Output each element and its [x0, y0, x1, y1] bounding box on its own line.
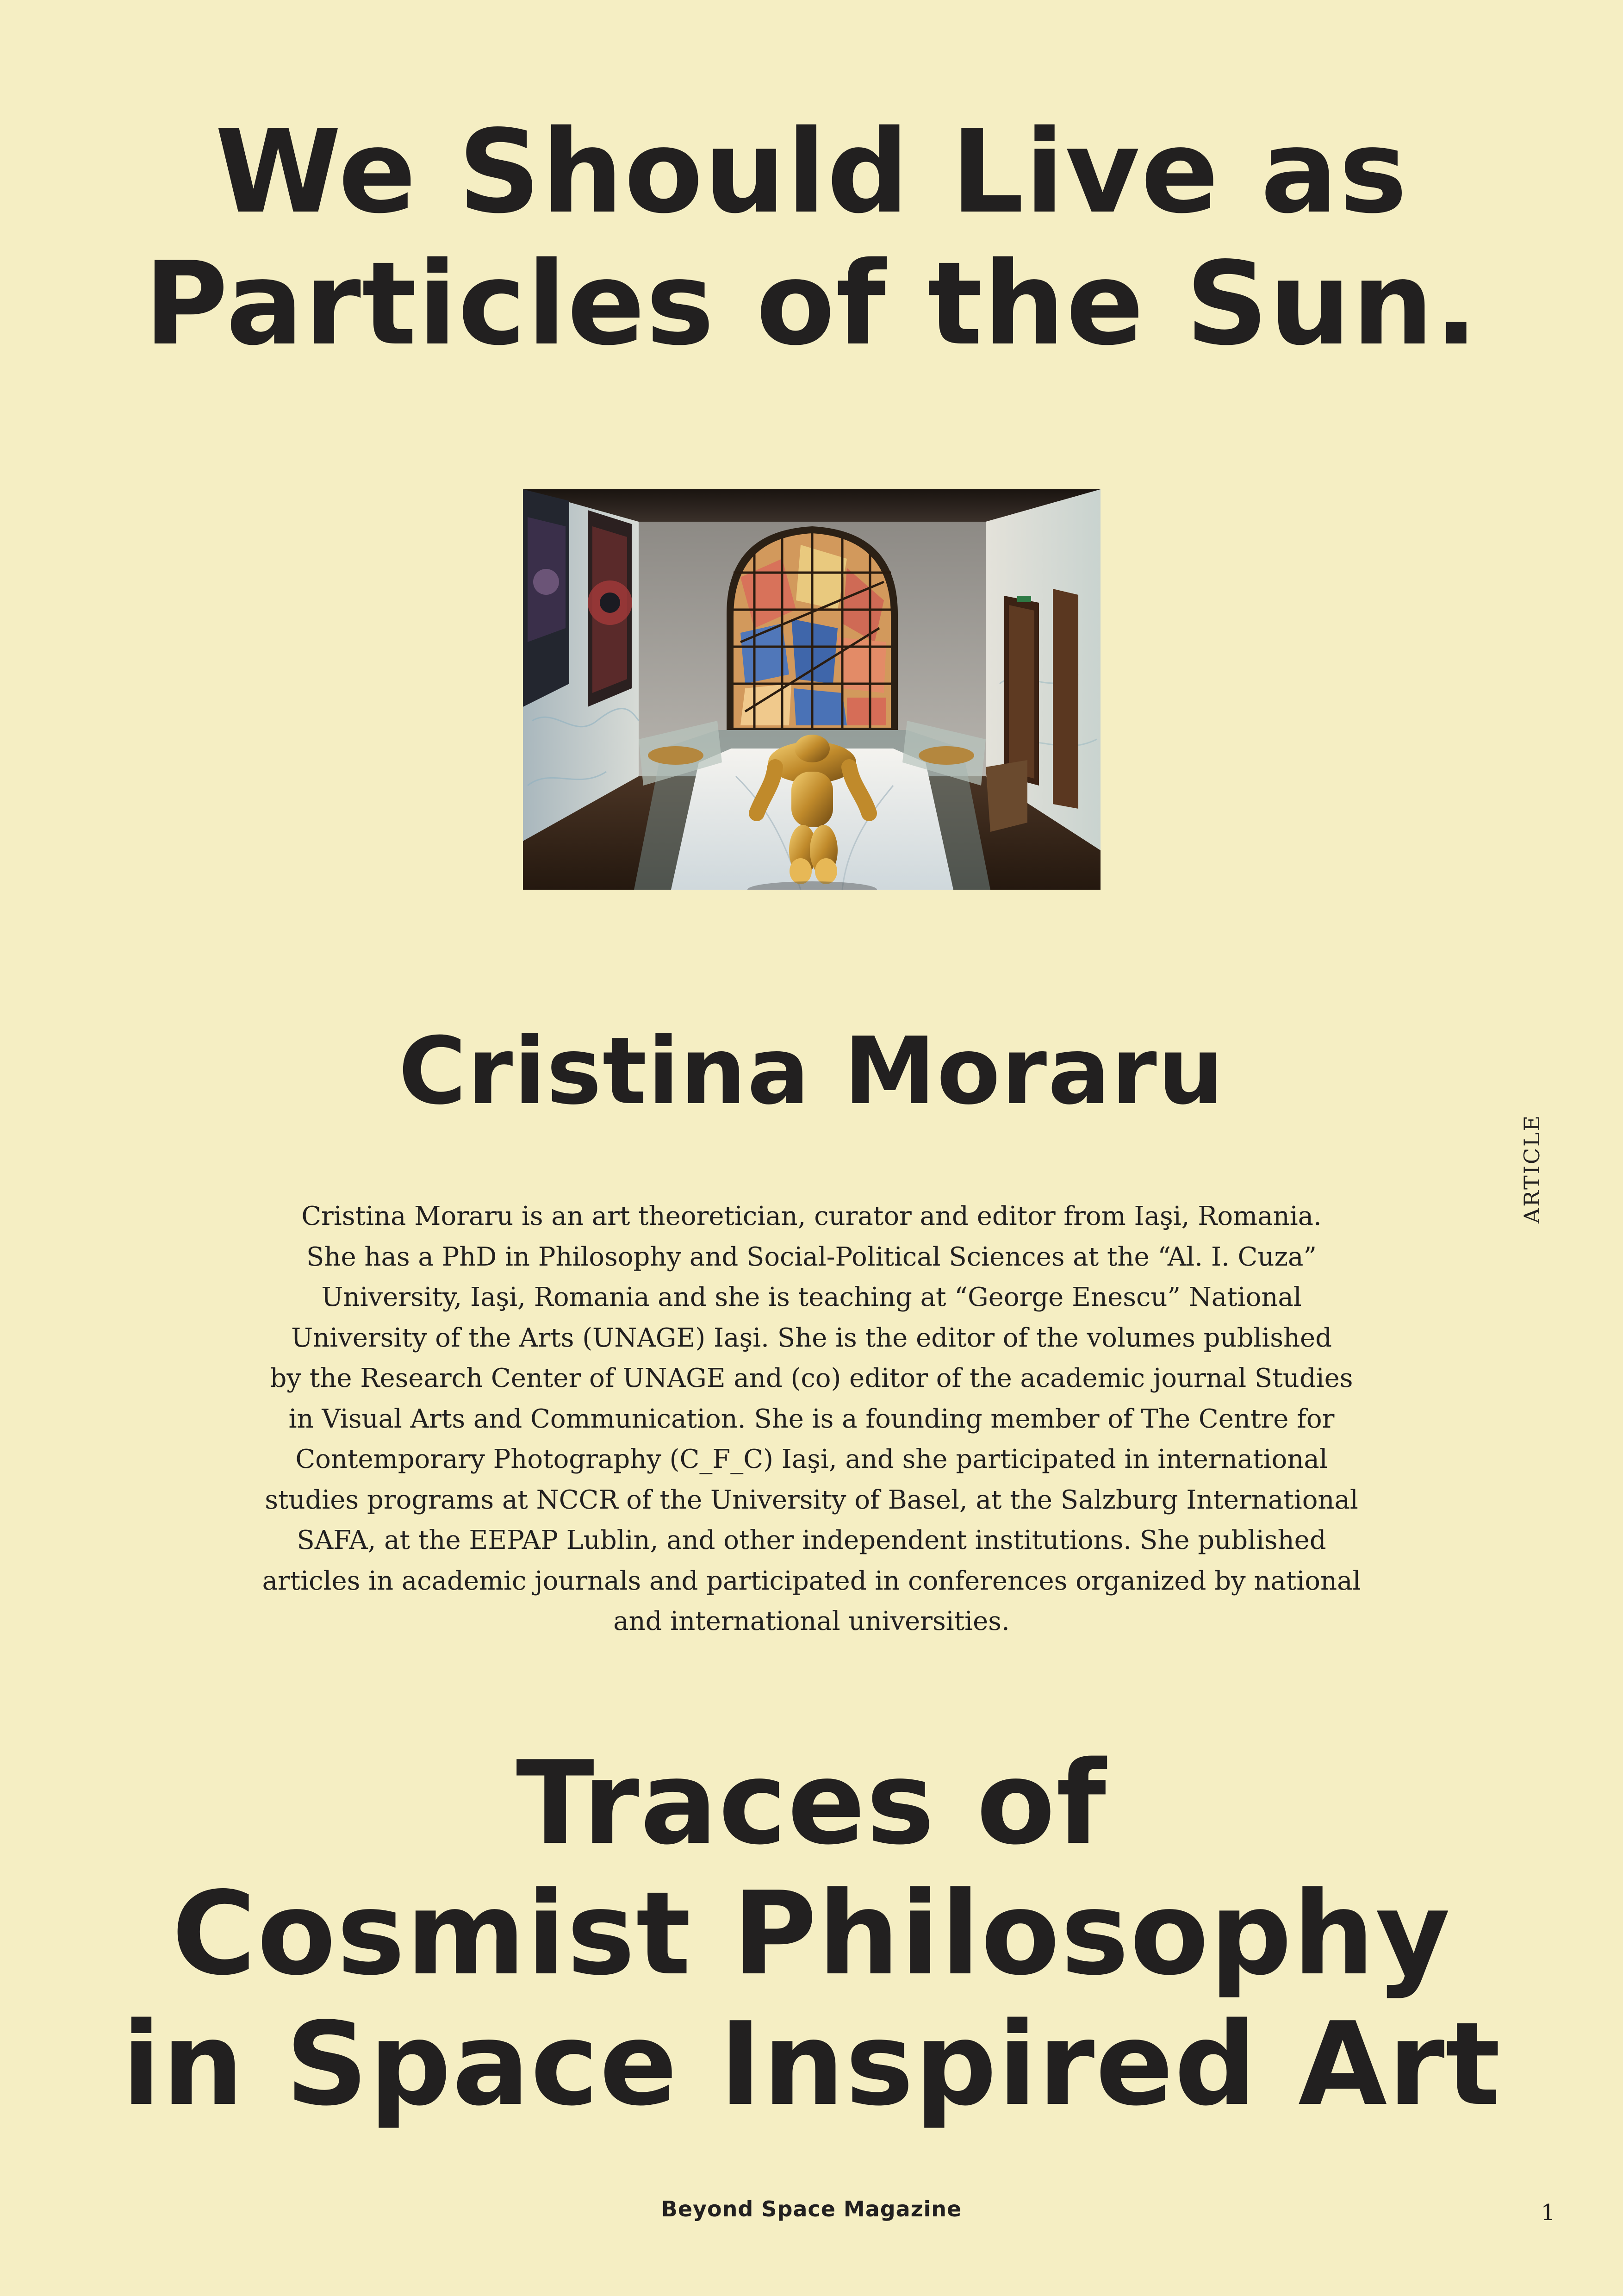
author-bio — [259, 1196, 1364, 1642]
bio-line: studies programs at NCCR of the University of Basel, at the Salzburg International — [265, 1485, 1358, 1515]
article-subtitle-line-2: Cosmist Philosophy — [172, 1867, 1451, 2001]
bio-line: in Visual Arts and Communication. She is a founding member of The Centre for — [288, 1404, 1335, 1434]
bio-line: Contemporary Photography (C_F_C) Iaşi, and she participated in international — [295, 1444, 1328, 1474]
section-label: ARTICLE — [1519, 1114, 1544, 1224]
magazine-name: Beyond Space Magazine — [661, 2196, 962, 2221]
bio-line: by the Research Center of UNAGE and (co) editor of the academic journal Studies — [270, 1363, 1353, 1393]
page-number: 1 — [1541, 2200, 1555, 2226]
article-title-line-1: We Should Live as — [215, 106, 1408, 239]
bio-line: She has a PhD in Philosophy and Social-Political Sciences at the “Al. I. Cuza” — [306, 1242, 1317, 1272]
bio-line: University, Iaşi, Romania and she is teaching at “George Enescu” National — [321, 1282, 1302, 1312]
bio-line: SAFA, at the EEPAP Lublin, and other independent institutions. She published — [297, 1525, 1326, 1555]
article-title-line-2: Particles of the Sun. — [144, 237, 1479, 371]
exhibition-photo — [523, 489, 1101, 890]
bio-line: University of the Arts (UNAGE) Iaşi. She is the editor of the volumes published — [291, 1323, 1332, 1353]
bio-line: articles in academic journals and participated in conferences organized by national — [262, 1566, 1361, 1596]
author-name: Cristina Moraru — [398, 1017, 1225, 1125]
article-subtitle-line-1: Traces of — [516, 1737, 1107, 1870]
article-subtitle — [0, 1738, 1623, 2130]
bio-line: and international universities. — [613, 1606, 1010, 1636]
bio-line: Cristina Moraru is an art theoretician, curator and editor from Iaşi, Romania. — [301, 1201, 1322, 1231]
article-subtitle-line-3: in Space Inspired Art — [121, 1998, 1502, 2131]
article-title — [0, 106, 1623, 370]
